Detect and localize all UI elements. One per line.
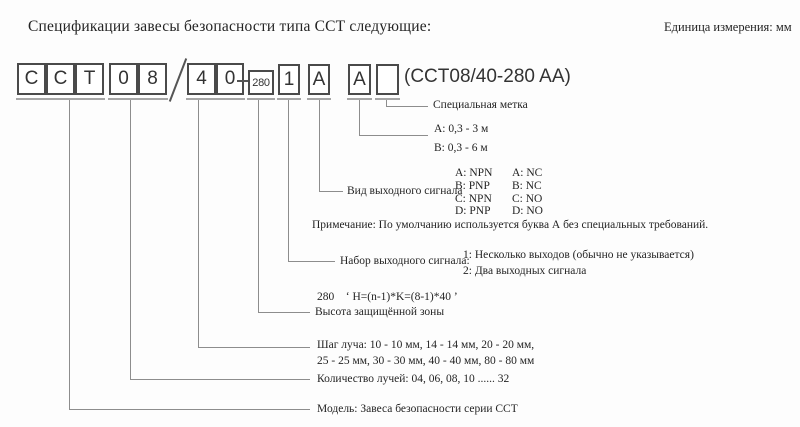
model-code-box: 8	[138, 63, 167, 95]
label-special-mark: Специальная метка	[433, 99, 528, 111]
signal-state-cell: C: NO	[512, 192, 543, 205]
output-set-option-1: 1: Несколько выходов (обычно не указывается)	[463, 249, 694, 261]
table-row	[455, 167, 543, 180]
label-output-signal-type: Вид выходного сигнала	[347, 185, 463, 197]
connector-line	[258, 100, 259, 312]
model-code-box: 1	[278, 64, 300, 95]
signal-state-cell: A: NC	[512, 167, 543, 179]
model-code-box-empty	[376, 64, 399, 95]
connector-line	[198, 347, 310, 348]
box-underline	[16, 98, 47, 100]
connector-line	[319, 191, 343, 192]
output-signal-set-options	[463, 248, 694, 279]
connector-line	[359, 135, 428, 136]
output-signal-type-table	[455, 167, 543, 218]
model-code-box: T	[75, 63, 104, 95]
connector-line	[130, 100, 131, 379]
table-row	[455, 180, 543, 193]
connector-line	[130, 379, 310, 380]
model-code-box: 0	[216, 63, 244, 95]
connector-line	[319, 100, 320, 191]
connector-line	[198, 100, 199, 347]
signal-type-cell: C: NPN	[455, 192, 492, 205]
box-underline	[45, 98, 76, 100]
connector-line	[258, 312, 310, 313]
label-beam-step	[317, 338, 534, 369]
connector-line	[69, 100, 70, 409]
label-model: Модель: Завеса безопасности серии ССТ	[317, 403, 518, 415]
connector-line	[288, 100, 289, 261]
full-model-code: (CCT08/40-280 AA)	[404, 66, 571, 87]
signal-type-cell: D: PNP	[455, 205, 491, 218]
label-beam-count: Количество лучей: 04, 06, 08, 10 ...... 32	[317, 373, 510, 385]
label-protected-height: Высота защищённой зоны	[315, 306, 445, 318]
box-underline	[108, 98, 139, 100]
height-formula: 280 ‘ H=(n-1)*K=(8-1)*40 ’	[317, 291, 458, 303]
model-code-box: A	[308, 64, 330, 95]
model-code-box: 4	[187, 63, 216, 95]
model-code-box: A	[348, 64, 371, 95]
range-option-a: A: 0,3 - 3 м	[434, 123, 489, 135]
beam-step-line-1: Шаг луча: 10 - 10 мм, 14 - 14 мм, 20 - 20 мм,	[317, 339, 535, 351]
model-code-box: 280	[248, 70, 274, 95]
beam-step-line-2: 25 - 25 мм, 30 - 30 мм, 40 - 40 мм, 80 - 80 мм	[317, 354, 535, 367]
signal-state-cell: B: NC	[512, 179, 542, 192]
box-underline	[247, 98, 275, 100]
connector-line	[359, 100, 360, 135]
model-code-box: C	[17, 63, 46, 95]
slash-separator	[169, 58, 187, 102]
box-underline	[74, 98, 105, 100]
dash-separator	[237, 80, 248, 82]
signal-type-cell: B: PNP	[455, 179, 490, 192]
connector-line	[288, 261, 335, 262]
box-underline	[186, 98, 217, 100]
label-sensing-range	[434, 120, 488, 158]
page-title: Спецификации завесы безопасности типа ССТ следующие:	[28, 18, 432, 35]
output-set-option-2: 2: Два выходных сигнала	[463, 264, 587, 277]
model-code-box: C	[46, 63, 75, 95]
label-output-signal-set: Набор выходного сигнала:	[340, 255, 470, 267]
range-option-b: B: 0,3 - 6 м	[434, 142, 488, 154]
box-underline	[375, 98, 400, 100]
connector-line	[386, 106, 428, 107]
table-row	[455, 205, 543, 218]
default-note: Примечание: По умолчанию используется буква А без специальных требований.	[312, 219, 709, 231]
signal-state-cell: D: NO	[512, 205, 543, 218]
connector-line	[69, 409, 310, 410]
box-underline	[137, 98, 168, 100]
box-underline	[215, 98, 245, 100]
box-underline	[277, 98, 301, 100]
unit-note: Единица измерения: мм	[664, 20, 792, 34]
table-row	[455, 193, 543, 206]
signal-type-cell: A: NPN	[455, 167, 493, 179]
model-code-box: 0	[109, 63, 138, 95]
